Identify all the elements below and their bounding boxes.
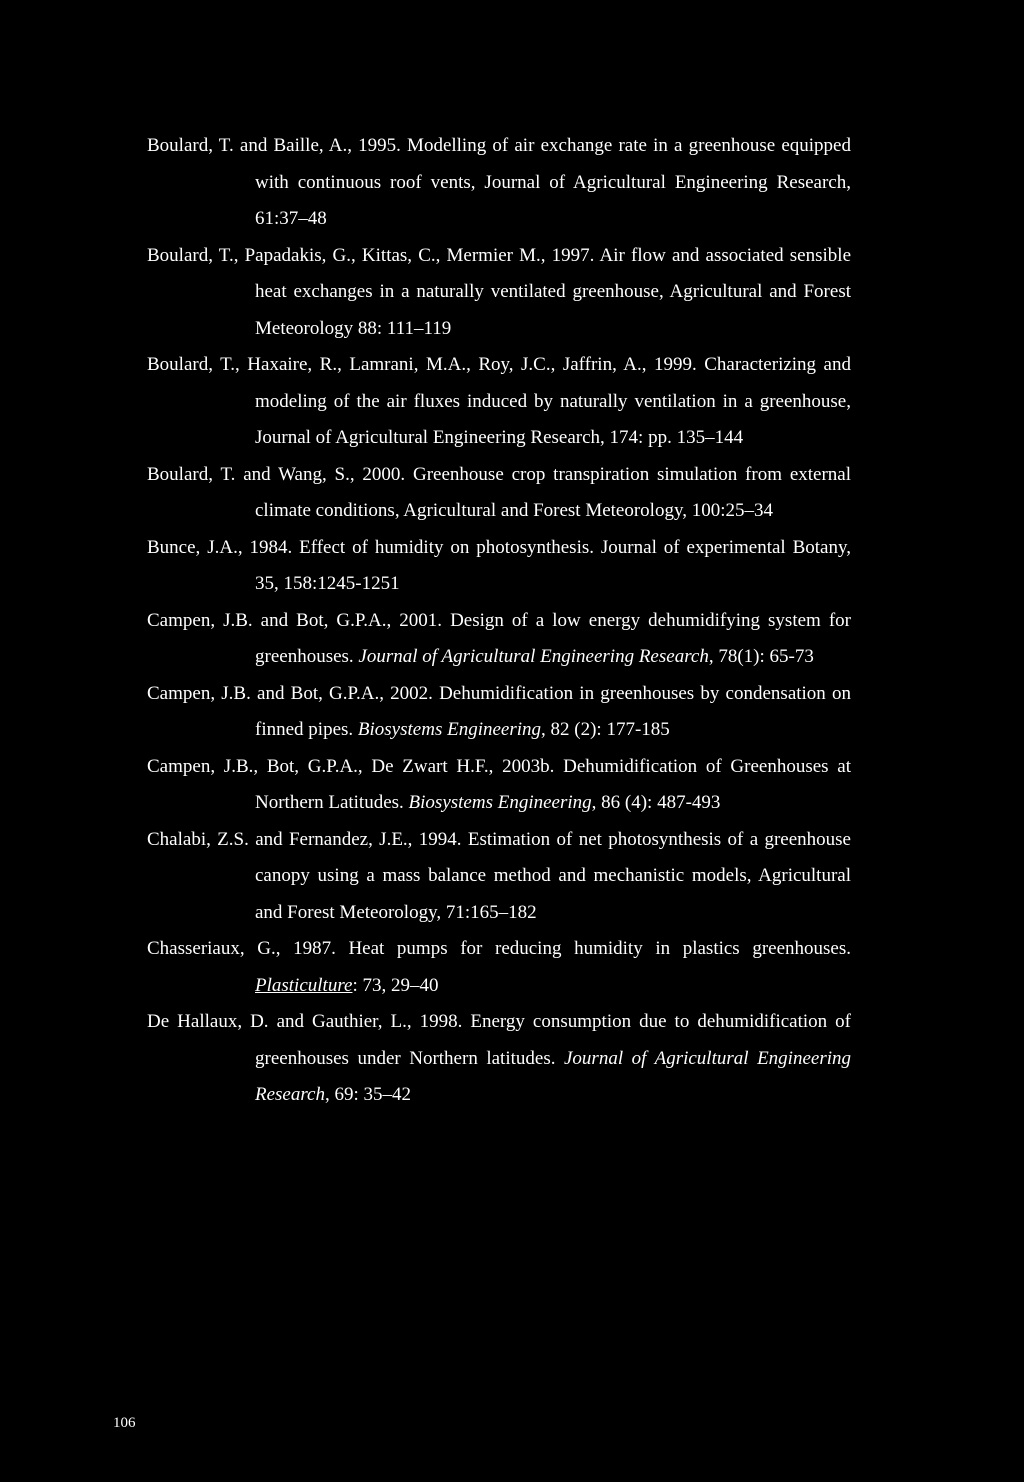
journal-title: Journal of Agricultural Engineering Research: [255, 1047, 851, 1105]
reference-entry: [147, 749, 851, 822]
reference-entry: [147, 603, 851, 676]
reference-text: , 82 (2): 177-185: [541, 719, 670, 740]
reference-text: , 86 (4): 487-493: [591, 792, 721, 813]
reference-entry: Boulard, T., Haxaire, R., Lamrani, M.A., Roy, J.C., Jaffrin, A., 1999. Characterizing and modeling of the air fluxes induced by naturally ventilation in a greenhouse, Journal of Agricultural Engineering Research, 174: pp. 135–144: [147, 354, 851, 448]
journal-title: Journal of Agricultural Engineering Research: [358, 646, 709, 667]
reference-text: : 73, 29–40: [352, 974, 439, 996]
reference-text: Campen, J.B., Bot, G.P.A., De Zwart H.F., 2003b. Dehumidification of Greenhouses at Northern Latitudes.: [147, 755, 851, 813]
journal-title: Biosystems Engineering: [408, 792, 592, 813]
reference-text: Campen, J.B. and Bot, G.P.A., 2002. Dehumidification in greenhouses by condensation on finned pipes.: [147, 682, 851, 740]
reference-entry: [147, 1004, 851, 1114]
reference-text: De Hallaux, D. and Gauthier, L., 1998. Energy consumption due to dehumidification of greenhouses under Northern latitudes.: [147, 1011, 851, 1069]
reference-entry: Chalabi, Z.S. and Fernandez, J.E., 1994. Estimation of net photosynthesis of a greenhouse canopy using a mass balance method and mechanistic models, Agricultural and Forest Meteorology, 71:165–182: [147, 828, 851, 923]
reference-text: Chasseriaux, G., 1987. Heat pumps for reducing humidity in plastics greenhouses.: [147, 938, 851, 959]
reference-entry: Boulard, T., Papadakis, G., Kittas, C., Mermier M., 1997. Air flow and associated sensible heat exchanges in a naturally ventilated greenhouse, Agricultural and Forest Meteorology 88: 111–119: [147, 244, 851, 339]
page-number: 106: [113, 1415, 136, 1431]
journal-title: [255, 975, 352, 996]
reference-text: , 78(1): 65-73: [708, 646, 814, 667]
reference-entry: [147, 931, 851, 1004]
reference-text: Campen, J.B. and Bot, G.P.A., 2001. Design of a low energy dehumidifying system for greenhouses.: [147, 609, 851, 667]
reference-text: , 69: 35–42: [325, 1084, 412, 1105]
reference-entry: Bunce, J.A., 1984. Effect of humidity on photosynthesis. Journal of experimental Botany, 35, 158:1245-1251: [147, 536, 851, 594]
journal-title: Biosystems Engineering: [357, 719, 542, 740]
journal-title-underlined: Plasticulture: [255, 974, 353, 996]
reference-entry: Boulard, T. and Baille, A., 1995. Modelling of air exchange rate in a greenhouse equipped with continuous roof vents, Journal of Agricultural Engineering Research, 61:37–48: [147, 135, 851, 229]
reference-entry: Boulard, T. and Wang, S., 2000. Greenhouse crop transpiration simulation from external climate conditions, Agricultural and Forest Meteorology, 100:25–34: [147, 463, 851, 521]
reference-list: [147, 128, 851, 1114]
reference-entry: [147, 676, 851, 749]
